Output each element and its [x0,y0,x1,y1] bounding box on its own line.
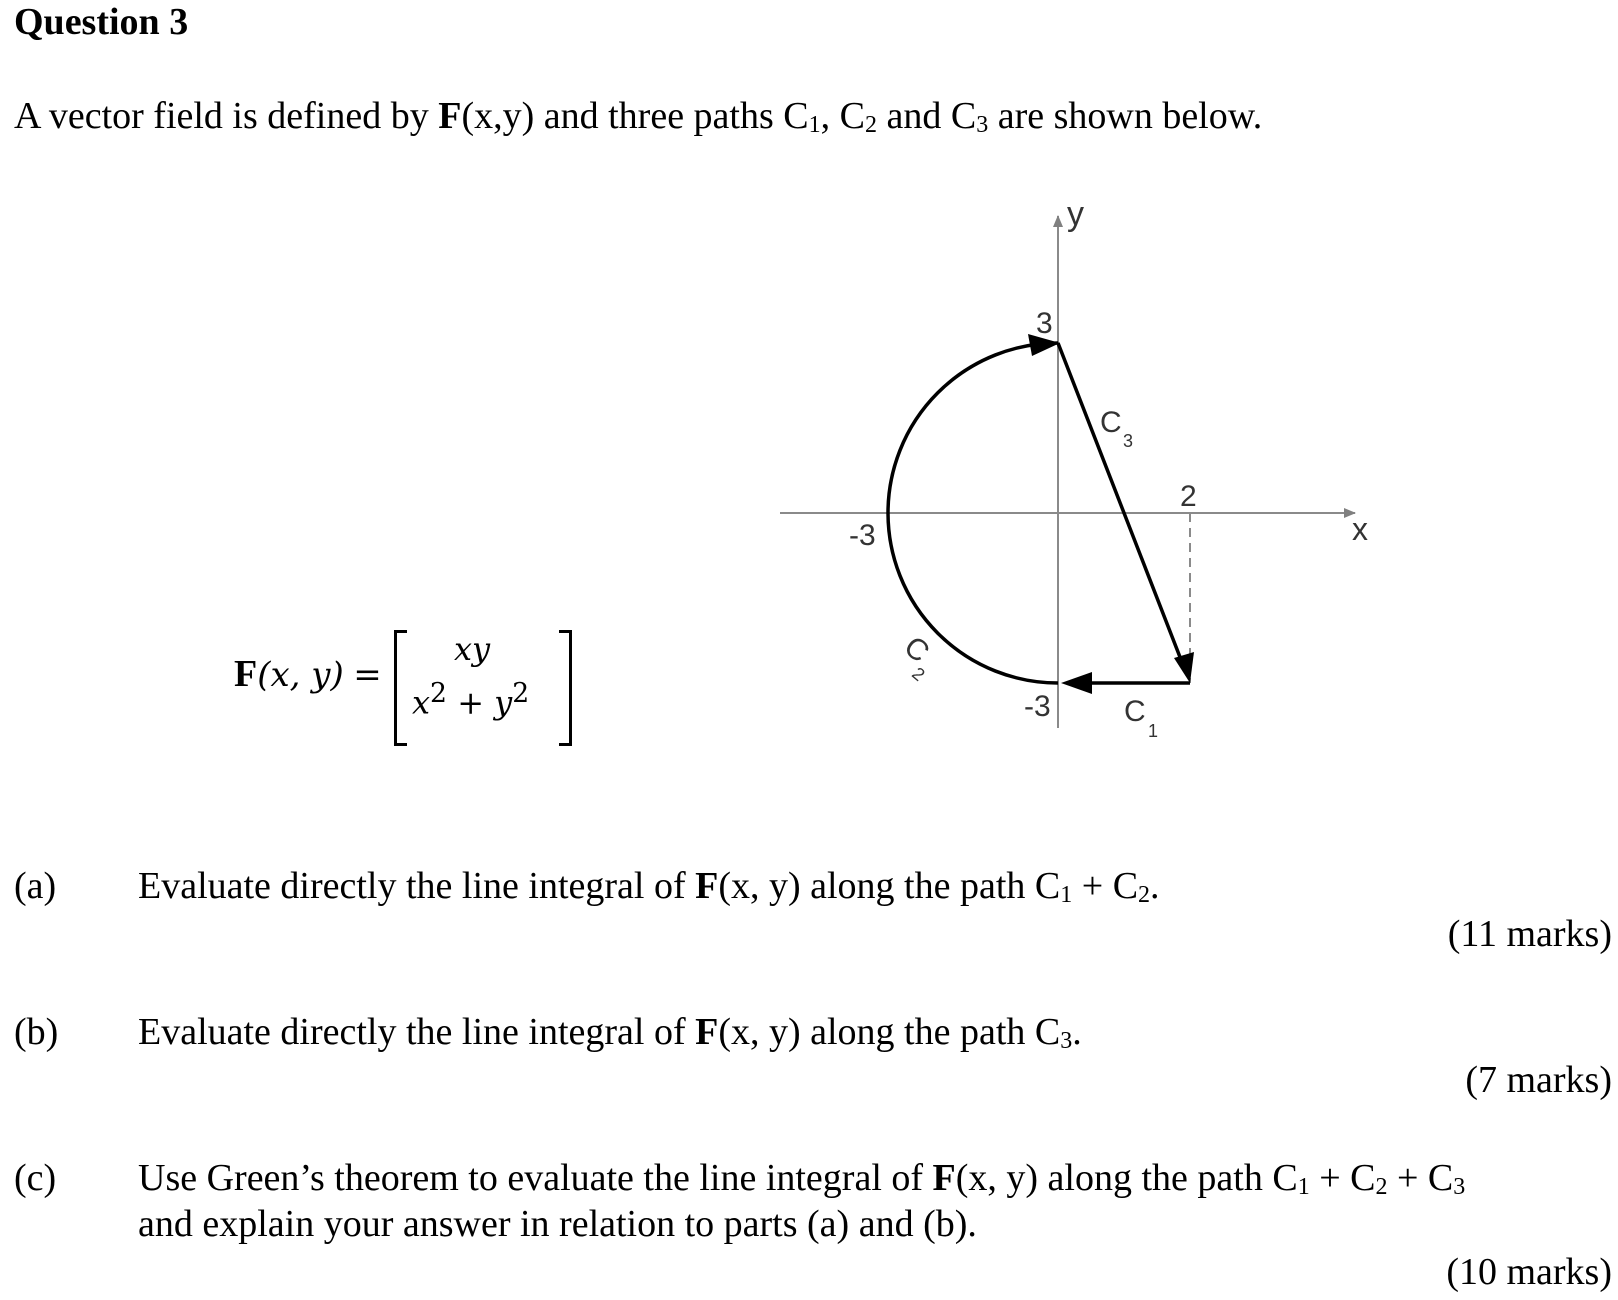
path-c3-line [1058,343,1185,670]
part-b-text-b: (x, y) along the path C [718,1011,1061,1053]
part-c-label: (c) [14,1157,57,1199]
arrowhead-c1 [1061,672,1092,694]
intro-t1: , C [820,95,865,137]
part-c-text-line1 [138,1156,1465,1200]
part-a-end: . [1150,865,1160,907]
intro-sub-3: 3 [976,112,989,138]
formula-equals: = [353,655,382,695]
part-b-text [138,1010,1082,1054]
label-c3-letter: C [1100,406,1122,439]
part-c-sub-2: 2 [1375,1174,1388,1200]
part-c-text-line2: and explain your answer in relation to parts (a) and (b). [138,1203,977,1245]
part-a-sub-1: 1 [1060,882,1073,908]
matrix-bottom-x: x [412,683,431,722]
matrix-bottom-plus: + [447,683,495,722]
part-c-mid: + C [1309,1157,1376,1199]
part-b-text-a: Evaluate directly the line integral of [138,1011,696,1053]
intro-field-symbol: F [438,95,462,137]
part-b-field-symbol: F [695,1011,719,1053]
formula-lhs-symbol: F [234,653,258,695]
part-c-field-symbol: F [932,1157,956,1199]
matrix-bottom-x-sup: 2 [430,678,448,709]
intro-t2: and C [876,95,977,137]
part-a-field-symbol: F [695,865,719,907]
part-c-marks: (10 marks) [1446,1251,1612,1293]
matrix-bottom-y: y [494,683,513,722]
label-c1 [1124,695,1158,741]
label-c1-sub: 1 [1148,721,1159,741]
question-heading: Question 3 [14,1,189,43]
matrix-top-entry: xy [454,630,491,668]
part-a-text [138,864,1160,908]
label-c1-letter: C [1124,695,1146,728]
intro-before: A vector field is defined by [14,95,439,137]
part-b-label: (b) [14,1011,59,1053]
part-a-marks: (11 marks) [1447,913,1612,955]
matrix-bottom-y-sup: 2 [512,678,530,709]
axis-y-label: y [1067,195,1084,233]
intro-sub-2: 2 [864,112,877,138]
tick-label-y-neg3: -3 [1024,690,1051,723]
intro-args: (x,y) [461,95,535,137]
tick-label-x-neg3: -3 [849,519,876,552]
part-a-text-b: (x, y) along the path C [718,865,1061,907]
part-c-sub-3: 3 [1453,1174,1466,1200]
part-b-marks: (7 marks) [1465,1059,1612,1101]
part-a-label: (a) [14,865,57,907]
part-c-text-b: (x, y) along the path C [955,1157,1298,1199]
part-c-text-a: Use Green’s theorem to evaluate the line integral of [138,1157,933,1199]
label-c3 [1100,406,1133,451]
part-a-text-a: Evaluate directly the line integral of [138,865,696,907]
part-a-sub-2: 2 [1138,882,1151,908]
tick-label-y-3: 3 [1036,307,1053,340]
label-c3-sub: 3 [1123,431,1134,451]
intro-after: are shown below. [988,95,1263,137]
part-c-sub-1: 1 [1297,1174,1310,1200]
part-b-end: . [1072,1011,1082,1053]
label-c2 [891,630,945,685]
intro-sub-1: 1 [808,112,821,138]
intro-middle: and three paths C [534,95,809,137]
label-c2-sub: 2 [908,663,929,686]
axis-x-label: x [1352,511,1368,547]
tick-label-x-2: 2 [1180,480,1197,513]
part-b-sub-3: 3 [1060,1028,1073,1054]
formula-lhs-args: (x, y) [257,655,344,695]
part-a-mid: + C [1072,865,1139,907]
part-c-mid2: + C [1387,1157,1454,1199]
label-c2-letter: C [897,630,936,670]
